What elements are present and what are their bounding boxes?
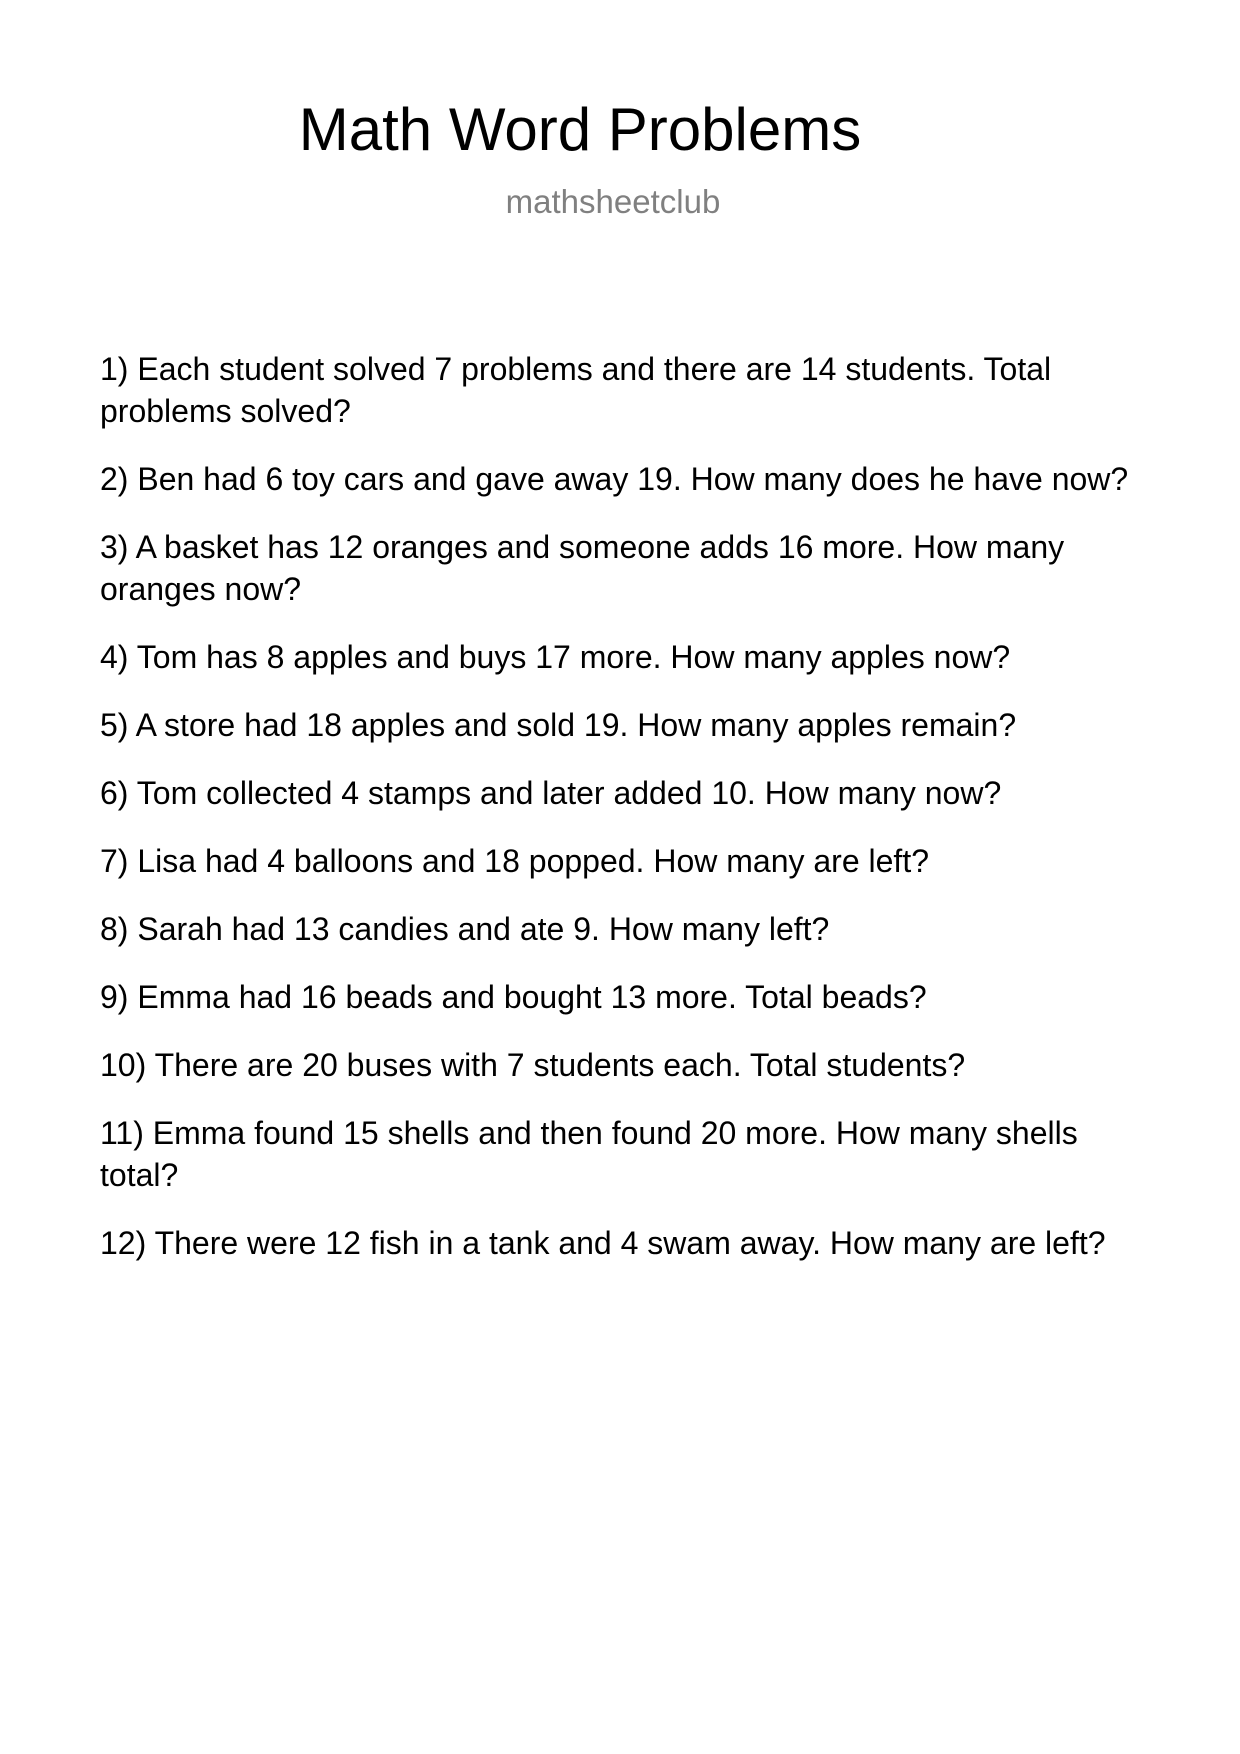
problem-item: 3) A basket has 12 oranges and someone adds 16 more. How many oranges now?	[100, 529, 1065, 607]
problem-item: 1) Each student solved 7 problems and there are 14 students. Total problems solved?	[100, 351, 1052, 429]
page-title: Math Word Problems	[298, 96, 862, 163]
site-name: mathsheetclub	[505, 183, 721, 220]
problem-item: 6) Tom collected 4 stamps and later added 10. How many now?	[100, 775, 1002, 811]
problem-item: 4) Tom has 8 apples and buys 17 more. How many apples now?	[100, 639, 1011, 675]
problem-item: 5) A store had 18 apples and sold 19. How many apples remain?	[100, 707, 1017, 743]
problem-item: 12) There were 12 fish in a tank and 4 swam away. How many are left?	[100, 1225, 1106, 1261]
problem-list	[100, 348, 1155, 1290]
problem-item: 11) Emma found 15 shells and then found 20 more. How many shells total?	[100, 1115, 1078, 1193]
problem-item: 10) There are 20 buses with 7 students each. Total students?	[100, 1047, 966, 1083]
problem-item: 2) Ben had 6 toy cars and gave away 19. How many does he have now?	[100, 461, 1129, 497]
problem-item: 8) Sarah had 13 candies and ate 9. How many left?	[100, 911, 830, 947]
problem-item: 7) Lisa had 4 balloons and 18 popped. How many are left?	[100, 843, 929, 879]
problem-item: 9) Emma had 16 beads and bought 13 more. Total beads?	[100, 979, 927, 1015]
